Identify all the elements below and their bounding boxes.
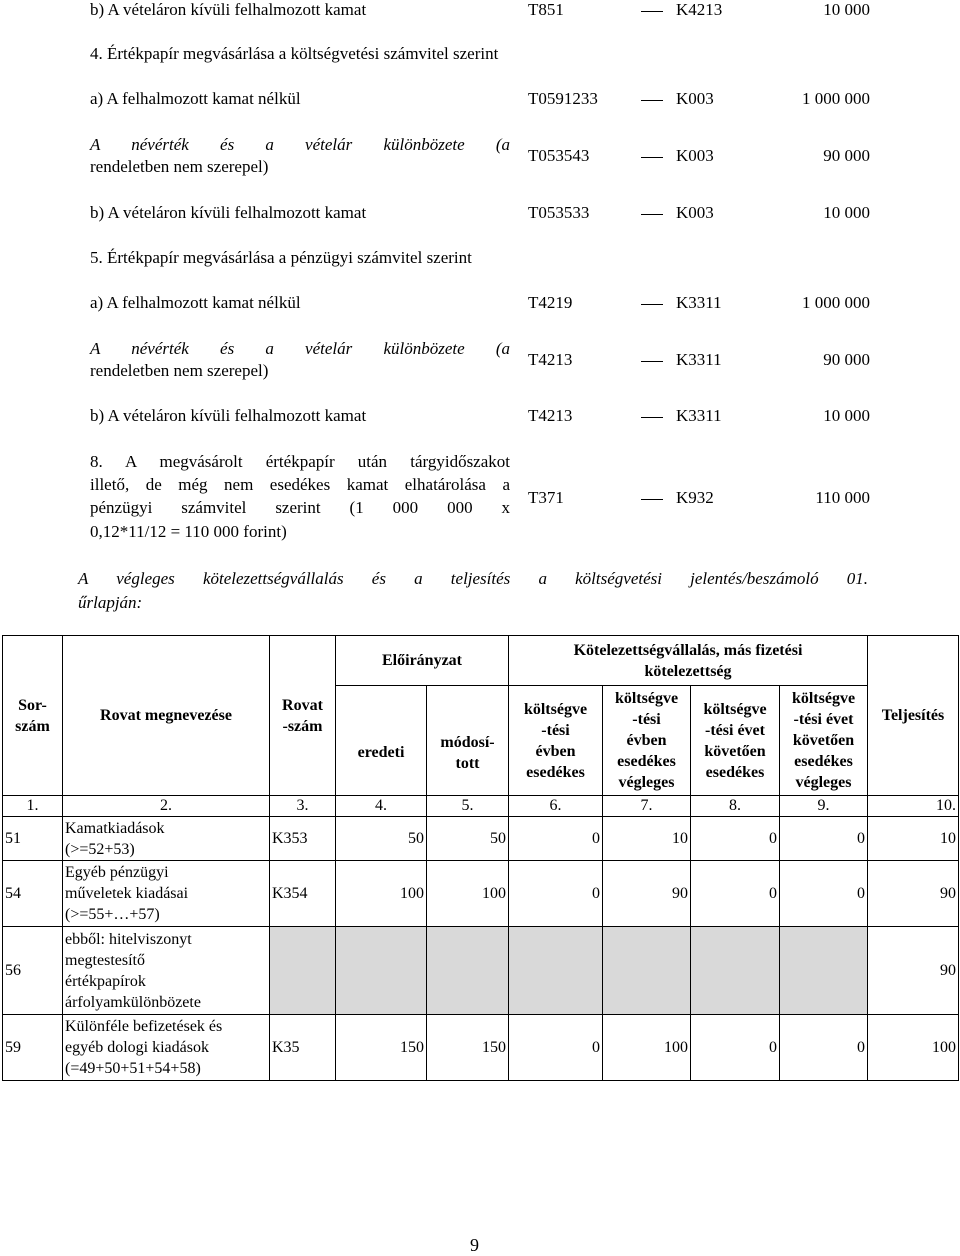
- column-number: 9.: [780, 796, 868, 817]
- entry-amount: 10 000: [823, 406, 870, 425]
- row-teljesites: 90: [868, 927, 959, 1015]
- header-ktg-evet-koveto-esedekes: költségve -tési évet követően esedékes: [691, 686, 780, 796]
- entry-debit-account: T4219: [528, 293, 573, 312]
- section-8-line: pénzügyi számvitel szerint (1 000 000 x: [90, 498, 510, 517]
- header-modositott: módosí- tott: [427, 686, 509, 796]
- section-heading: 5. Értékpapír megvásárlása a pénzügyi számvitel szerint: [90, 248, 472, 267]
- shaded-cell: [270, 927, 336, 1015]
- column-number: 2.: [63, 796, 270, 817]
- row-sorszam: 54: [3, 861, 63, 927]
- note-text: A végleges kötelezettségvállalás és a teljesítés a költségvetési jelentés/beszámoló 01.: [78, 569, 868, 588]
- row-sorszam: 51: [3, 817, 63, 861]
- entry-debit-account: T053533: [528, 203, 590, 222]
- row-k4: 0: [780, 817, 868, 861]
- entry-label: A névérték és a vételár különbözete (a: [90, 339, 510, 358]
- entry-amount: 1 000 000: [802, 89, 870, 108]
- entry-credit-account: K003: [676, 89, 714, 108]
- entry-label: A névérték és a vételár különbözete (a: [90, 135, 510, 154]
- entry-credit-account: K932: [676, 488, 714, 507]
- dash: [641, 361, 663, 362]
- header-sorszam: Sor- szám: [3, 636, 63, 796]
- column-number: 8.: [691, 796, 780, 817]
- entry-debit-account: T851: [528, 0, 564, 19]
- row-rovatszam: K35: [270, 1015, 336, 1081]
- entry-credit-account: K4213: [676, 0, 723, 19]
- table-row: [3, 861, 959, 927]
- dash: [641, 11, 663, 12]
- column-number: 5.: [427, 796, 509, 817]
- header-ktg-evet-koveto-esedekes-vegleges: költségve -tési évet követően esedékes végleges: [780, 686, 868, 796]
- entry-label: b) A vételáron kívüli felhalmozott kamat: [90, 0, 367, 19]
- header-rovatszam: Rovat -szám: [270, 636, 336, 796]
- column-number: 6.: [509, 796, 603, 817]
- header-eloiranyzat: Előirányzat: [336, 636, 509, 686]
- row-eredeti: 150: [336, 1015, 427, 1081]
- entry-credit-account: K3311: [676, 350, 722, 369]
- entry-label: a) A felhalmozott kamat nélkül: [90, 293, 301, 312]
- dash: [641, 417, 663, 418]
- row-modositott: 100: [427, 861, 509, 927]
- entry-label: rendeletben nem szerepel): [90, 157, 269, 176]
- row-eredeti: 50: [336, 817, 427, 861]
- row-sorszam: 56: [3, 927, 63, 1015]
- entry-label: b) A vételáron kívüli felhalmozott kamat: [90, 203, 367, 222]
- page-number: 9: [470, 1235, 479, 1255]
- column-number: 7.: [603, 796, 691, 817]
- column-number: 4.: [336, 796, 427, 817]
- note-text: űrlapján:: [78, 593, 143, 612]
- row-k1: 0: [509, 817, 603, 861]
- header-eredeti: eredeti: [336, 686, 427, 796]
- entry-amount: 10 000: [823, 0, 870, 19]
- header-ktg-evben-esedekes: költségve -tési évben esedékes: [509, 686, 603, 796]
- entry-credit-account: K003: [676, 203, 714, 222]
- shaded-cell: [427, 927, 509, 1015]
- header-teljesites: Teljesítés: [868, 636, 959, 796]
- entry-amount: 90 000: [823, 146, 870, 165]
- row-k2: 100: [603, 1015, 691, 1081]
- entry-credit-account: K003: [676, 146, 714, 165]
- table-row: [3, 1015, 959, 1081]
- shaded-cell: [336, 927, 427, 1015]
- header-ktg-evben-esedekes-vegleges: költségve -tési évben esedékes végleges: [603, 686, 691, 796]
- row-k2: 90: [603, 861, 691, 927]
- dash: [641, 214, 663, 215]
- section-heading: 4. Értékpapír megvásárlása a költségvetési számvitel szerint: [90, 44, 499, 63]
- row-k4: 0: [780, 1015, 868, 1081]
- table-row: [3, 927, 959, 1015]
- entry-debit-account: T053543: [528, 146, 590, 165]
- row-teljesites: 100: [868, 1015, 959, 1081]
- section-8-line: illető, de még nem esedékes kamat elhatárolása a: [90, 475, 510, 494]
- row-rovat-nev: Különféle befizetések és egyéb dologi kiadások (=49+50+51+54+58): [63, 1015, 270, 1081]
- entry-debit-account: T4213: [528, 406, 573, 425]
- row-rovat-nev: ebből: hitelviszonyt megtestesítő értékpapírok árfolyamkülönbözete: [63, 927, 270, 1015]
- row-rovatszam: K353: [270, 817, 336, 861]
- row-rovatszam: K354: [270, 861, 336, 927]
- row-k3: 0: [691, 861, 780, 927]
- dash: [641, 100, 663, 101]
- dash: [641, 157, 663, 158]
- row-k3: 0: [691, 1015, 780, 1081]
- row-eredeti: 100: [336, 861, 427, 927]
- table-header-row: [3, 636, 959, 686]
- entry-amount: 90 000: [823, 350, 870, 369]
- row-k2: 10: [603, 817, 691, 861]
- row-k3: 0: [691, 817, 780, 861]
- header-kotelezettsegvallalas: Kötelezettségvállalás, más fizetési kötelezettség: [509, 636, 868, 686]
- entry-credit-account: K3311: [676, 406, 722, 425]
- shaded-cell: [691, 927, 780, 1015]
- entry-debit-account: T4213: [528, 350, 573, 369]
- entry-label: a) A felhalmozott kamat nélkül: [90, 89, 301, 108]
- column-number: 10.: [868, 796, 959, 817]
- row-modositott: 50: [427, 817, 509, 861]
- shaded-cell: [780, 927, 868, 1015]
- entry-amount: 10 000: [823, 203, 870, 222]
- row-k1: 0: [509, 861, 603, 927]
- entry-amount: 110 000: [815, 488, 870, 507]
- column-number: 3.: [270, 796, 336, 817]
- section-8-line: 0,12*11/12 = 110 000 forint): [90, 522, 287, 541]
- table-row: [3, 817, 959, 861]
- dash: [641, 304, 663, 305]
- entry-debit-account: T0591233: [528, 89, 598, 108]
- header-rovat-megnevezese: Rovat megnevezése: [63, 636, 270, 796]
- row-teljesites: 10: [868, 817, 959, 861]
- entry-amount: 1 000 000: [802, 293, 870, 312]
- entry-label: rendeletben nem szerepel): [90, 361, 269, 380]
- row-rovat-nev: Egyéb pénzügyi műveletek kiadásai (>=55+…+57): [63, 861, 270, 927]
- row-k4: 0: [780, 861, 868, 927]
- row-k1: 0: [509, 1015, 603, 1081]
- dash: [641, 499, 663, 500]
- row-sorszam: 59: [3, 1015, 63, 1081]
- row-rovat-nev: Kamatkiadások (>=52+53): [63, 817, 270, 861]
- entry-label: b) A vételáron kívüli felhalmozott kamat: [90, 406, 367, 425]
- column-number-row: [3, 796, 959, 817]
- row-teljesites: 90: [868, 861, 959, 927]
- shaded-cell: [509, 927, 603, 1015]
- shaded-cell: [603, 927, 691, 1015]
- row-modositott: 150: [427, 1015, 509, 1081]
- entry-debit-account: T371: [528, 488, 564, 507]
- section-8-line: 8. A megvásárolt értékpapír után tárgyidőszakot: [90, 452, 510, 471]
- budget-table: [2, 635, 959, 1081]
- column-number: 1.: [3, 796, 63, 817]
- entry-credit-account: K3311: [676, 293, 722, 312]
